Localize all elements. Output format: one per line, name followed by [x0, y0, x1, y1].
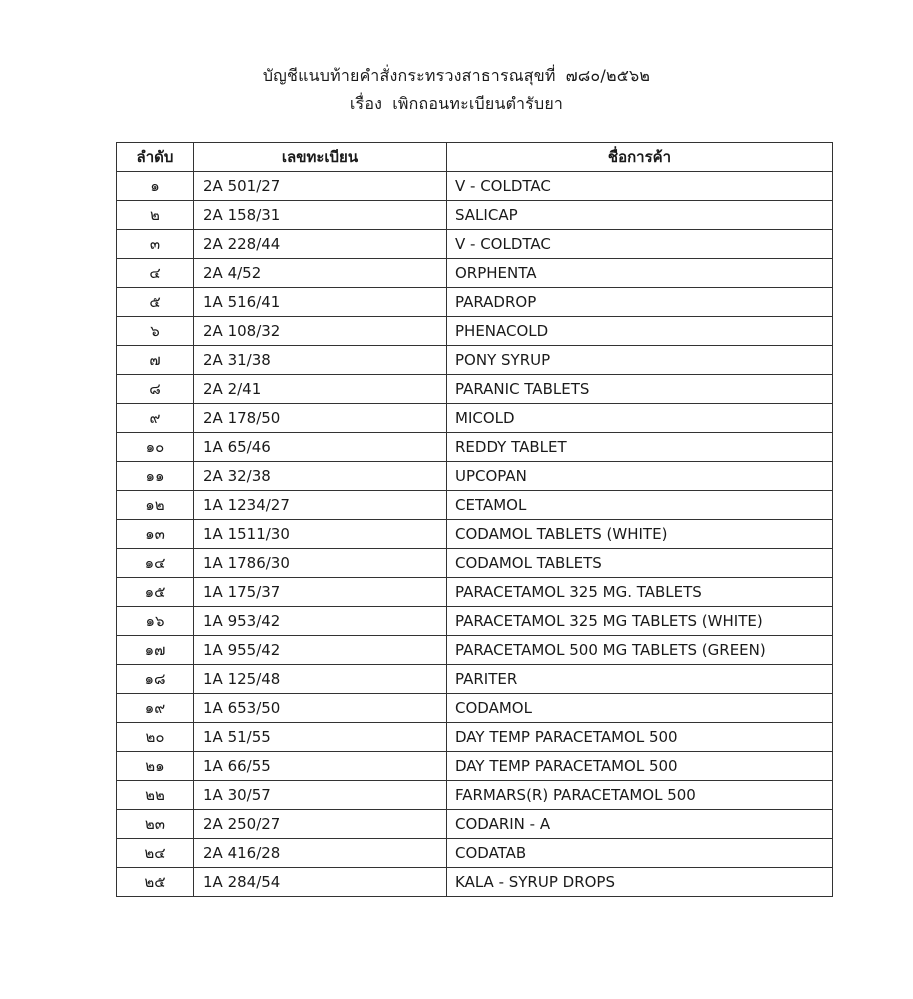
row-sequence-cell: ๑๘ [117, 665, 194, 694]
row-sequence-cell: ๒๔ [117, 839, 194, 868]
row-sequence-cell: ๑๖ [117, 607, 194, 636]
table-row [117, 230, 833, 259]
table-row [117, 201, 833, 230]
row-sequence-cell: ๒๒ [117, 781, 194, 810]
row-trade-name-cell: PARACETAMOL 325 MG TABLETS (WHITE) [447, 607, 833, 636]
row-sequence-cell: ๓ [117, 230, 194, 259]
column-header-trade-name: ชื่อการค้า [447, 143, 833, 172]
row-registration-number-cell: 1A 653/50 [194, 694, 447, 723]
row-trade-name-cell: CODAMOL TABLETS (WHITE) [447, 520, 833, 549]
order-number: ๗๘๐/๒๕๖๒ [565, 66, 651, 85]
row-sequence-cell: ๑ [117, 172, 194, 201]
row-trade-name-cell: DAY TEMP PARACETAMOL 500 [447, 723, 833, 752]
row-sequence-cell: ๕ [117, 288, 194, 317]
table-header-row [117, 143, 833, 172]
row-registration-number-cell: 1A 1786/30 [194, 549, 447, 578]
row-registration-number-cell: 1A 1234/27 [194, 491, 447, 520]
row-sequence-cell: ๑๓ [117, 520, 194, 549]
column-header-sequence: ลำดับ [117, 143, 194, 172]
table-row [117, 491, 833, 520]
table-row [117, 723, 833, 752]
row-registration-number-cell: 1A 955/42 [194, 636, 447, 665]
row-trade-name-cell: PARADROP [447, 288, 833, 317]
row-registration-number-cell: 1A 51/55 [194, 723, 447, 752]
document-title [0, 62, 913, 90]
table-row [117, 781, 833, 810]
table-row [117, 665, 833, 694]
table-row [117, 172, 833, 201]
row-trade-name-cell: CODAMOL [447, 694, 833, 723]
row-trade-name-cell: SALICAP [447, 201, 833, 230]
row-sequence-cell: ๑๑ [117, 462, 194, 491]
table-row [117, 607, 833, 636]
row-registration-number-cell: 1A 953/42 [194, 607, 447, 636]
column-header-registration-number: เลขทะเบียน [194, 143, 447, 172]
table-row [117, 868, 833, 897]
row-trade-name-cell: PHENACOLD [447, 317, 833, 346]
row-trade-name-cell: V - COLDTAC [447, 172, 833, 201]
row-sequence-cell: ๒๕ [117, 868, 194, 897]
table-row [117, 810, 833, 839]
row-registration-number-cell: 1A 66/55 [194, 752, 447, 781]
row-registration-number-cell: 1A 284/54 [194, 868, 447, 897]
row-sequence-cell: ๖ [117, 317, 194, 346]
order-title: บัญชีแนบท้ายคำสั่งกระทรวงสาธารณสุขที่ [262, 66, 556, 85]
row-trade-name-cell: CODATAB [447, 839, 833, 868]
table-row [117, 839, 833, 868]
row-registration-number-cell: 2A 158/31 [194, 201, 447, 230]
table-row [117, 752, 833, 781]
row-sequence-cell: ๑๙ [117, 694, 194, 723]
row-trade-name-cell: MICOLD [447, 404, 833, 433]
row-sequence-cell: ๑๔ [117, 549, 194, 578]
table-row [117, 259, 833, 288]
row-registration-number-cell: 2A 32/38 [194, 462, 447, 491]
table-row [117, 317, 833, 346]
row-sequence-cell: ๒๑ [117, 752, 194, 781]
revoked-registration-table [116, 142, 833, 897]
row-trade-name-cell: CETAMOL [447, 491, 833, 520]
table-row [117, 375, 833, 404]
row-trade-name-cell: V - COLDTAC [447, 230, 833, 259]
row-sequence-cell: ๒๐ [117, 723, 194, 752]
row-trade-name-cell: CODAMOL TABLETS [447, 549, 833, 578]
row-trade-name-cell: FARMARS(R) PARACETAMOL 500 [447, 781, 833, 810]
row-sequence-cell: ๔ [117, 259, 194, 288]
row-trade-name-cell: PARACETAMOL 325 MG. TABLETS [447, 578, 833, 607]
row-registration-number-cell: 2A 2/41 [194, 375, 447, 404]
row-registration-number-cell: 1A 1511/30 [194, 520, 447, 549]
row-trade-name-cell: PARANIC TABLETS [447, 375, 833, 404]
row-trade-name-cell: PARACETAMOL 500 MG TABLETS (GREEN) [447, 636, 833, 665]
table-row [117, 346, 833, 375]
subject-text: เพิกถอนทะเบียนตำรับยา [392, 94, 564, 113]
row-sequence-cell: ๘ [117, 375, 194, 404]
table-row [117, 578, 833, 607]
row-trade-name-cell: KALA - SYRUP DROPS [447, 868, 833, 897]
table-row [117, 549, 833, 578]
document-subject [0, 90, 913, 118]
row-registration-number-cell: 1A 30/57 [194, 781, 447, 810]
table-row [117, 288, 833, 317]
row-registration-number-cell: 2A 178/50 [194, 404, 447, 433]
table-row [117, 636, 833, 665]
row-registration-number-cell: 2A 228/44 [194, 230, 447, 259]
table-row [117, 462, 833, 491]
row-trade-name-cell: REDDY TABLET [447, 433, 833, 462]
row-sequence-cell: ๒๓ [117, 810, 194, 839]
row-registration-number-cell: 2A 108/32 [194, 317, 447, 346]
row-trade-name-cell: PARITER [447, 665, 833, 694]
table-body [117, 172, 833, 897]
row-sequence-cell: ๒ [117, 201, 194, 230]
row-sequence-cell: ๑๐ [117, 433, 194, 462]
subject-label: เรื่อง [349, 94, 383, 113]
document-header [0, 62, 913, 118]
row-trade-name-cell: DAY TEMP PARACETAMOL 500 [447, 752, 833, 781]
row-trade-name-cell: CODARIN - A [447, 810, 833, 839]
row-sequence-cell: ๙ [117, 404, 194, 433]
row-registration-number-cell: 1A 65/46 [194, 433, 447, 462]
row-registration-number-cell: 2A 4/52 [194, 259, 447, 288]
row-registration-number-cell: 2A 501/27 [194, 172, 447, 201]
row-sequence-cell: ๑๕ [117, 578, 194, 607]
row-registration-number-cell: 2A 31/38 [194, 346, 447, 375]
row-sequence-cell: ๑๗ [117, 636, 194, 665]
row-trade-name-cell: UPCOPAN [447, 462, 833, 491]
table-row [117, 404, 833, 433]
row-trade-name-cell: ORPHENTA [447, 259, 833, 288]
row-sequence-cell: ๑๒ [117, 491, 194, 520]
row-sequence-cell: ๗ [117, 346, 194, 375]
row-registration-number-cell: 2A 416/28 [194, 839, 447, 868]
table-row [117, 520, 833, 549]
table-row [117, 694, 833, 723]
row-registration-number-cell: 2A 250/27 [194, 810, 447, 839]
row-registration-number-cell: 1A 125/48 [194, 665, 447, 694]
table-row [117, 433, 833, 462]
row-trade-name-cell: PONY SYRUP [447, 346, 833, 375]
row-registration-number-cell: 1A 175/37 [194, 578, 447, 607]
row-registration-number-cell: 1A 516/41 [194, 288, 447, 317]
